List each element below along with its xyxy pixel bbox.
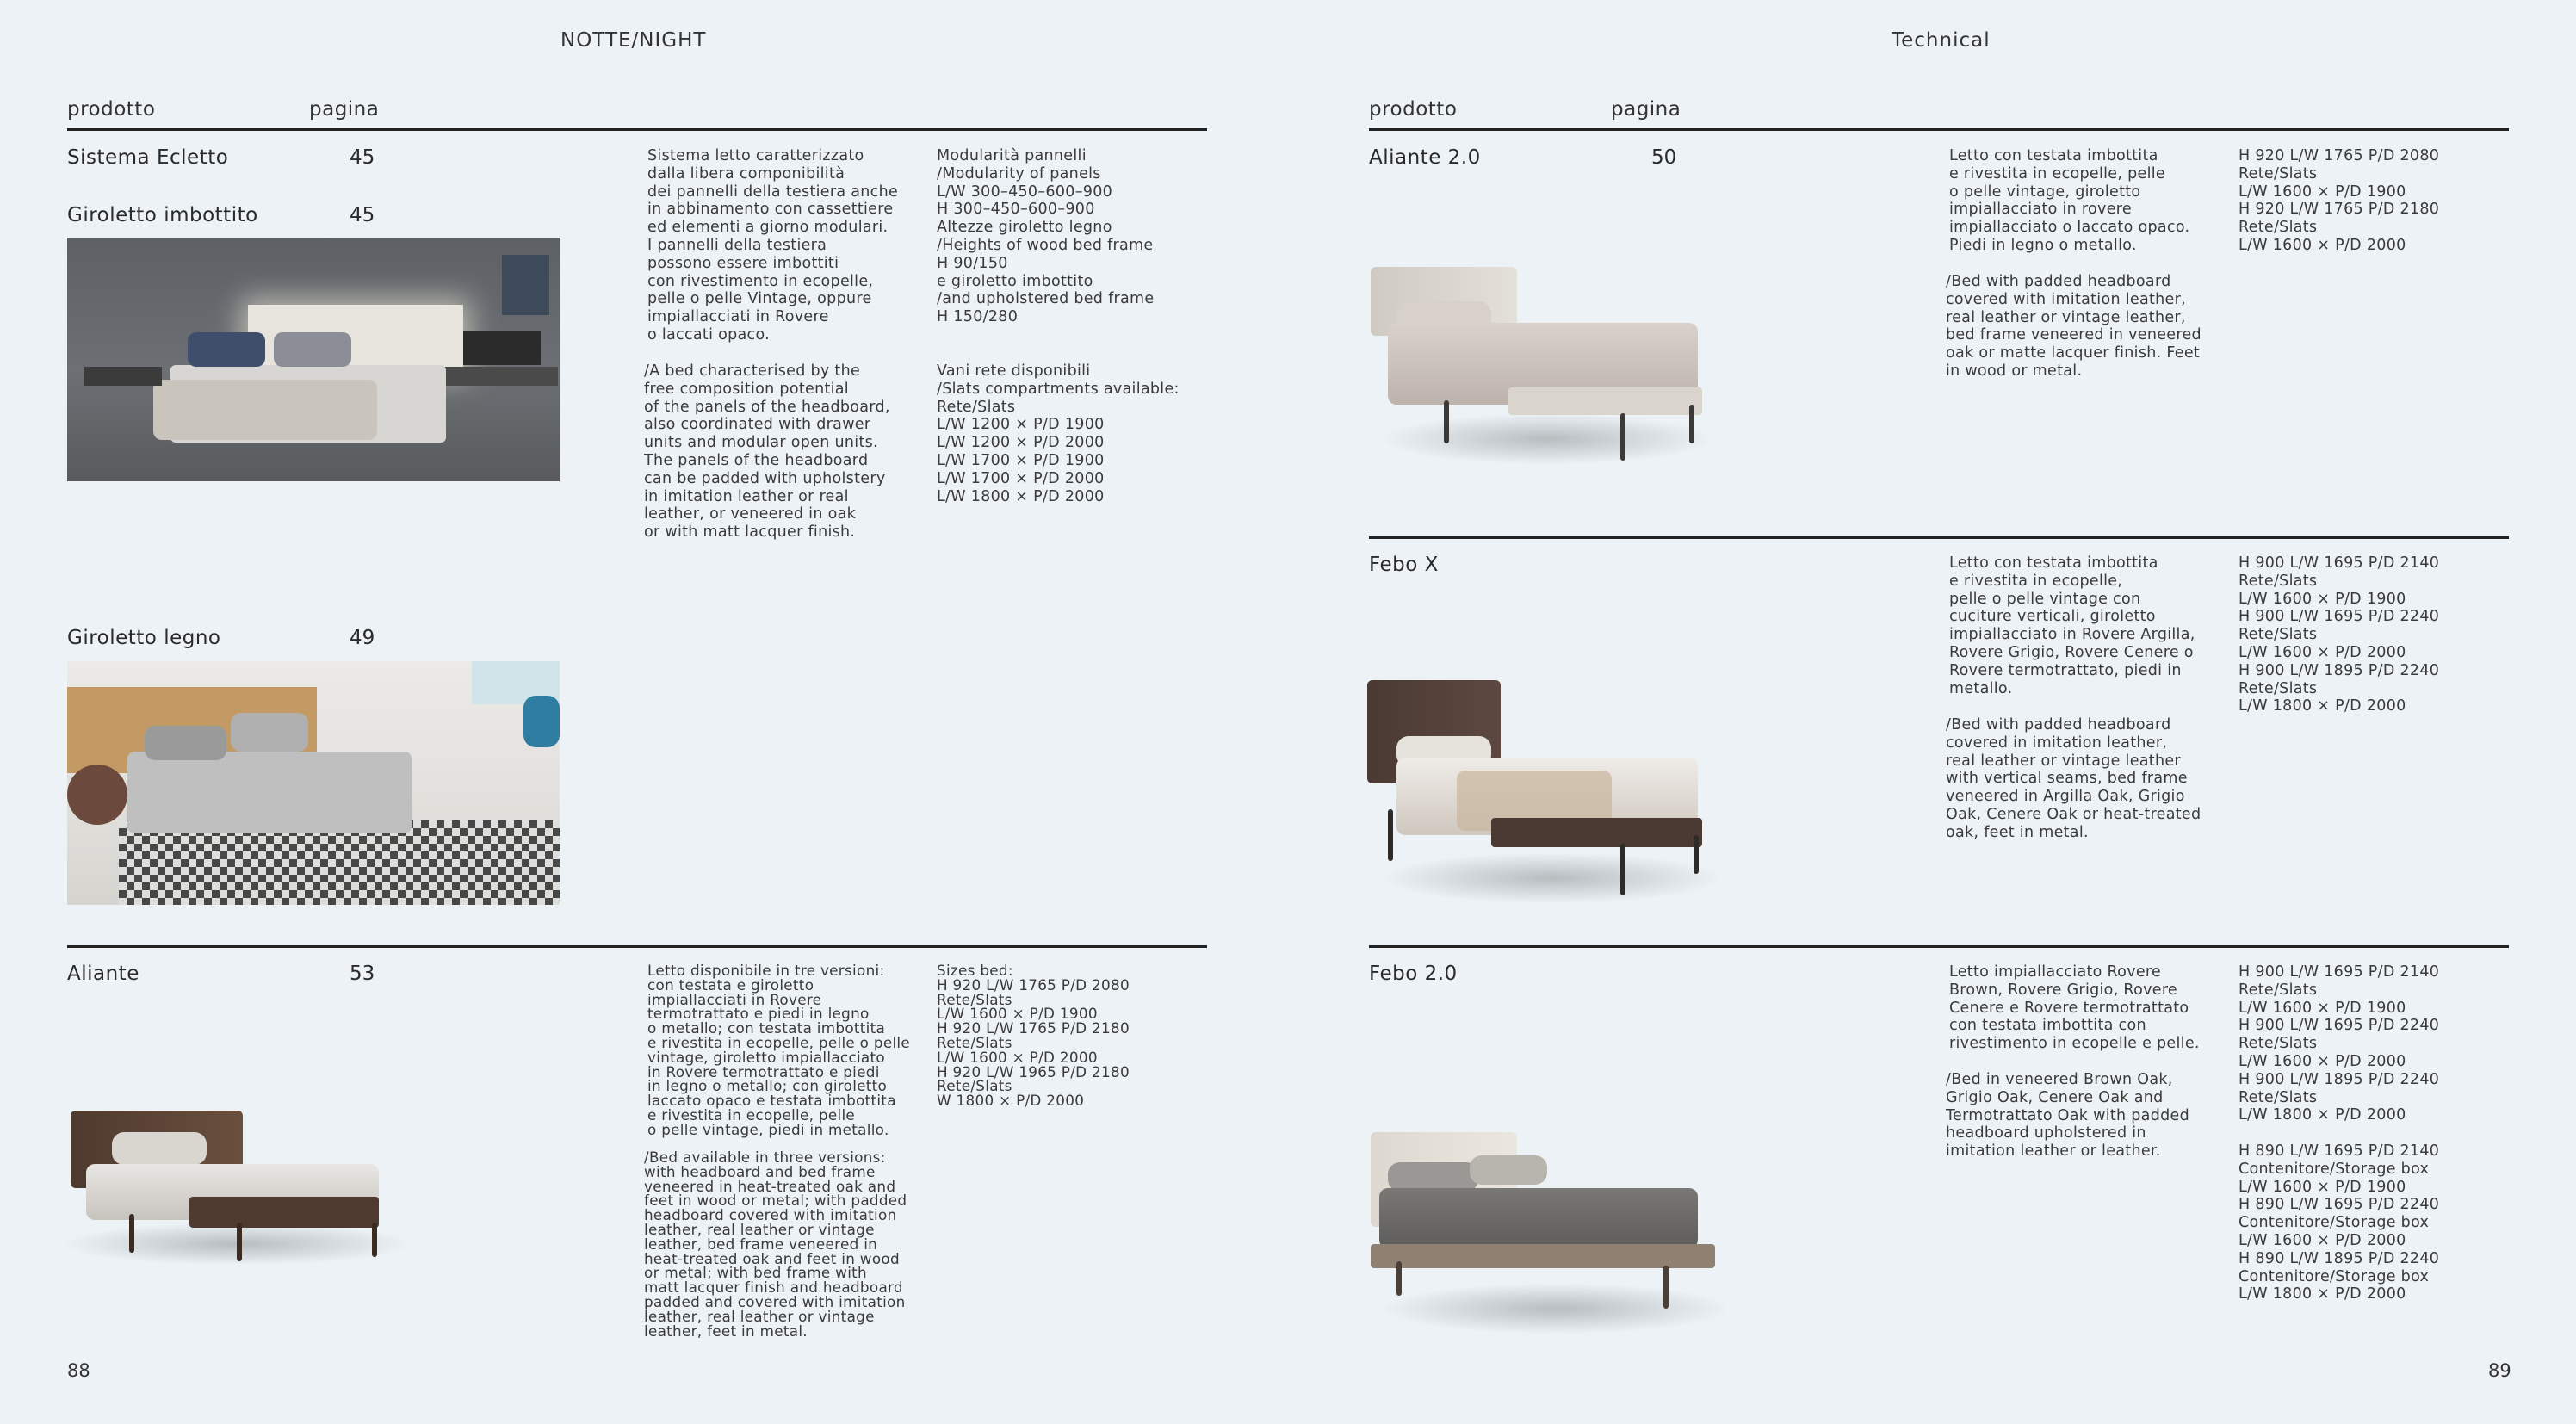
- description-english: /Bed in veneered Brown Oak, Grigio Oak, Cenere Oak and Termotrattato Oak with padded headboard upholstered in imitation leather or leather.: [1946, 1071, 2189, 1161]
- product-page: 45: [350, 204, 375, 226]
- specs-dimensions: H 920 L/W 1765 P/D 2080 Rete/Slats L/W 1600 × P/D 1900 H 920 L/W 1765 P/D 2180 Rete/Slats L/W 1600 × P/D 2000: [2239, 147, 2440, 254]
- divider: [67, 945, 1207, 948]
- description-italian: Letto con testata imbottita e rivestita in ecopelle, pelle o pelle vintage, giroletto impiallacciato in rovere impiallacciato o laccato opaco. Piedi in legno o metallo.: [1949, 147, 2190, 254]
- description-english: /A bed characterised by the free composition potential of the panels of the headboard, also coordinated with drawer units and modular open units. The panels of the headboard can be padded with upholstery in imitation leather or real leather, or veneered in oak or with matt lacquer finish.: [644, 362, 890, 542]
- product-page: 50: [1651, 146, 1677, 169]
- column-header-product: prodotto: [1369, 98, 1458, 121]
- page-number-left: 88: [67, 1360, 90, 1381]
- bed-photo-aliante-2: [1362, 241, 1724, 474]
- product-page: 49: [350, 627, 375, 649]
- column-header-page: pagina: [1611, 98, 1681, 121]
- bed-photo-ecletto: [67, 238, 560, 481]
- product-name: Febo 2.0: [1369, 963, 1458, 985]
- specs-slats: Vani rete disponibili /Slats compartments available: Rete/Slats L/W 1200 × P/D 1900 L/W 1200 × P/D 2000 L/W 1700 × P/D 1900 L/W 1700 × P/D 2000 L/W 1800 × P/D 2000: [937, 362, 1180, 505]
- divider: [1369, 945, 2509, 948]
- page-number-right: 89: [2488, 1360, 2511, 1381]
- description-italian: Letto con testata imbottita e rivestita in ecopelle, pelle o pelle vintage con cuciture verticali, giroletto impiallacciato in Rovere Argilla, Rovere Grigio, Rovere Cenere o Rovere termotrattato, piedi in metallo.: [1949, 554, 2195, 697]
- bed-photo-aliante: [52, 1093, 422, 1274]
- description-italian: Sistema letto caratterizzato dalla libera componibilità dei pannelli della testiera anche in abbinamento con cassettiere ed elementi a giorno modulari. I pannelli della testiera possono essere imbottiti con rivestimento in ecopelle, pelle o pelle Vintage, oppure impiallacciati in Rovere o laccati opaco.: [647, 147, 899, 344]
- right-page-title: Technical: [1892, 29, 1991, 52]
- description-english: /Bed with padded headboard covered in imitation leather, real leather or vintage leather with vertical seams, bed frame veneered in Argilla Oak, Grigio Oak, Cenere Oak or heat-treated oak, feet in metal.: [1946, 716, 2201, 841]
- column-header-page: pagina: [309, 98, 380, 121]
- divider: [1369, 128, 2509, 131]
- product-name: Aliante: [67, 963, 139, 985]
- description-italian: Letto disponibile in tre versioni: con testata e giroletto impiallacciati in Rovere termotrattato e piedi in legno o metallo; con testata imbottita e rivestita in ecopelle, pelle o pelle vintage, giroletto impiallacciato in Rovere termotrattato e piedi in legno o metallo; con giroletto laccato opaco e testata imbottita e rivestita in ecopelle, pelle o pelle vintage, piedi in metallo.: [647, 962, 910, 1138]
- description-english: /Bed available in three versions: with headboard and bed frame veneered in heat-treated oak and feet in wood or metal; with padded headboard covered with imitation leather, real leather or vintage leather, bed frame veneered in heat-treated oak and feet in wood or metal; with bed frame with matt lacquer finish and headboard padded and covered with imitation leather, real leather or vintage leather, feet in metal.: [644, 1148, 907, 1340]
- bed-photo-legno: [67, 661, 560, 905]
- specs-dimensions: Modularità pannelli /Modularity of panels L/W 300–450–600–900 H 300–450–600–900 Altezze giroletto legno /Heights of wood bed frame H 90/150 e giroletto imbottito /and upholstered bed frame H 150/280: [937, 147, 1155, 326]
- divider: [1369, 536, 2509, 539]
- description-english: /Bed with padded headboard covered with imitation leather, real leather or vintage leather, bed frame veneered in veneered oak or matte lacquer finish. Feet in wood or metal.: [1946, 273, 2201, 380]
- description-italian: Letto impiallacciato Rovere Brown, Rovere Grigio, Rovere Cenere e Rovere termotrattato con testata imbottita con rivestimento in ecopelle e pelle.: [1949, 963, 2200, 1053]
- product-name: Aliante 2.0: [1369, 146, 1481, 169]
- specs-dimensions: Sizes bed: H 920 L/W 1765 P/D 2080 Rete/Slats L/W 1600 × P/D 1900 H 920 L/W 1765 P/D 2180 Rete/Slats L/W 1600 × P/D 2000 H 920 L/W 1965 P/D 2180 Rete/Slats W 1800 × P/D 2000: [937, 962, 1130, 1110]
- product-name: Sistema Ecletto: [67, 146, 229, 169]
- product-name: Febo X: [1369, 554, 1439, 576]
- left-page-title: NOTTE/NIGHT: [560, 29, 707, 52]
- product-page: 53: [350, 963, 375, 985]
- product-name: Giroletto legno: [67, 627, 221, 649]
- specs-dimensions: H 900 L/W 1695 P/D 2140 Rete/Slats L/W 1600 × P/D 1900 H 900 L/W 1695 P/D 2240 Rete/Slats L/W 1600 × P/D 2000 H 900 L/W 1895 P/D 2240 Rete/Slats L/W 1800 × P/D 2000 H 890 L/W 1695 P/D 2140 Contenitore/Storage box L/W 1600 × P/D 1900 H 890 L/W 1695 P/D 2240 Contenitore/Storage box L/W 1600 × P/D 2000 H 890 L/W 1895 P/D 2240 Contenitore/Storage box L/W 1800 × P/D 2000: [2239, 963, 2440, 1303]
- bed-photo-febo-2: [1362, 1119, 1741, 1343]
- product-page: 45: [350, 146, 375, 169]
- bed-photo-febo-x: [1362, 672, 1732, 913]
- column-header-product: prodotto: [67, 98, 156, 121]
- divider: [67, 128, 1207, 131]
- product-name: Giroletto imbottito: [67, 204, 258, 226]
- specs-dimensions: H 900 L/W 1695 P/D 2140 Rete/Slats L/W 1600 × P/D 1900 H 900 L/W 1695 P/D 2240 Rete/Slats L/W 1600 × P/D 2000 H 900 L/W 1895 P/D 2240 Rete/Slats L/W 1800 × P/D 2000: [2239, 554, 2440, 715]
